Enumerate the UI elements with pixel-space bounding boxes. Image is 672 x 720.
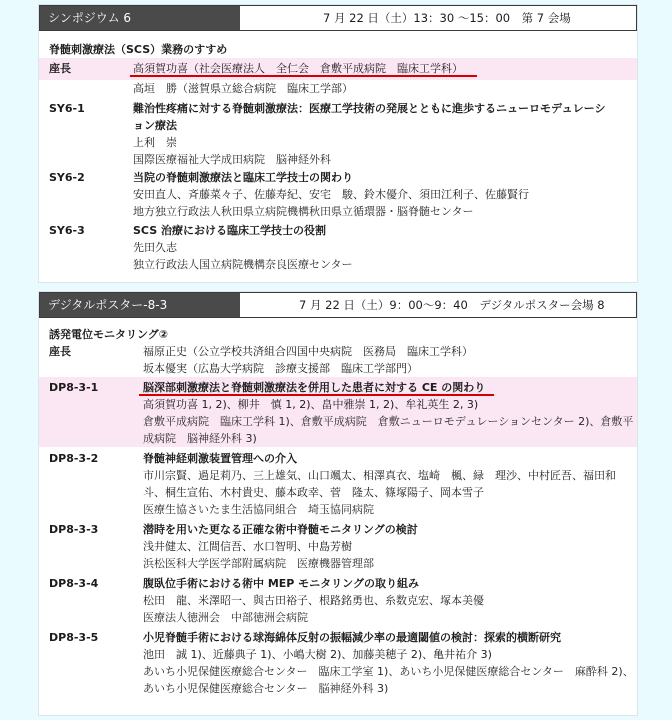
chair-underline: [130, 75, 477, 77]
item-affiliation: 医療法人徳洲会 中部徳洲会病院: [143, 611, 308, 624]
item-code: DP8-3-4: [49, 577, 99, 590]
item-code: DP8-3-5: [49, 631, 99, 644]
item-code: SY6-2: [49, 171, 85, 184]
chair-1: 高須賀功喜（社会医療法人 全仁会 倉敷平成病院 臨床工学科）: [133, 62, 463, 75]
item-authors-cont: 斗、桐生宣佑、木村貴史、藤本政幸、菅 隆太、篠塚陽子、岡本雪子: [143, 486, 484, 499]
item-title: 脊髄神経刺激装置管理への介入: [143, 452, 297, 465]
item-authors: 先田久志: [133, 241, 177, 254]
item-authors: 安田直人、斉藤菜々子、佐藤寿紀、安宅 駿、鈴木優介、須田江利子、佐藤賢行: [133, 188, 529, 201]
item-affiliation: あいち小児保健医療総合センター 臨床工学室 1)、あいち小児保健医療総合センター 麻酔科 2)、: [143, 665, 634, 678]
item-authors: 市川宗賢、過足莉乃、三上雄気、山口颯太、相澤真衣、塩崎 楓、緑 理沙、中村匠吾、福田和: [143, 469, 616, 482]
chair-label: 座長: [49, 62, 71, 75]
chair-2: 坂本優実（広島大学病院 診療支援部 臨床工学部門）: [143, 362, 418, 375]
item-title-cont: ョン療法: [133, 119, 177, 132]
item-authors: 上利 崇: [133, 136, 177, 149]
item-code: DP8-3-1: [49, 381, 99, 394]
item-title-underline: [139, 394, 494, 396]
item-title: 腹臥位手術における術中 MEP モニタリングの取り組み: [143, 577, 419, 590]
item-authors: 松田 龍、米澤昭一、與古田裕子、根路銘勇也、糸数克宏、塚本美優: [143, 594, 484, 607]
session-tag: デジタルポスター-8-3: [40, 293, 240, 317]
item-affiliation: 地方独立行政法人秋田県立病院機構秋田県立循環器・脳脊髄センター: [133, 205, 474, 218]
item-affiliation: 医療生協さいたま生活協同組合 埼玉協同病院: [143, 503, 374, 516]
chair-1: 福原正史（公立学校共済組合四国中央病院 医務局 臨床工学科）: [143, 345, 473, 358]
session-header: [39, 292, 637, 318]
item-authors: 高須賀功喜 1, 2)、柳井 慎 1, 2)、畠中雅崇 1, 2)、牟礼英生 2, 3): [143, 398, 479, 411]
digital-poster-8-3-panel: [38, 291, 638, 716]
item-title: 小児脊髄手術における球海綿体反射の振幅減少率の最適閾値の検討：探索的横断研究: [143, 631, 561, 644]
item-affiliation: 独立行政法人国立病院機構奈良医療センター: [133, 258, 353, 271]
item-affiliation: 浜松医科大学医学部附属病院 医療機器管理部: [143, 557, 374, 570]
chair-2: 高垣 勝（滋賀県立総合病院 臨床工学部）: [133, 82, 353, 95]
session-header: [39, 5, 637, 31]
item-affiliation: 倉敷平成病院 臨床工学科 1)、倉敷平成病院 倉敷ニューロモデュレーションセンター 2)、倉敷平: [143, 415, 634, 428]
item-code: SY6-3: [49, 224, 85, 237]
item-code: DP8-3-2: [49, 452, 99, 465]
session-title: 誘発電位モニタリング②: [49, 328, 169, 341]
item-affiliation-cont: あいち小児保健医療総合センター 脳神経外科 3): [143, 682, 389, 695]
session-time-venue: 7 月 22 日（土）13：30 〜15：00 第 7 会場: [323, 11, 571, 25]
item-authors: 池田 誠 1)、近藤典子 1)、小嶋大樹 2)、加藤美穂子 2)、亀井祐介 3): [143, 648, 492, 661]
item-code: SY6-1: [49, 102, 85, 115]
item-code: DP8-3-3: [49, 523, 99, 536]
item-title: 潜時を用いた更なる正確な術中脊髄モニタリングの検討: [143, 523, 418, 536]
session-title: 脊髄刺激療法（SCS）業務のすすめ: [49, 43, 228, 56]
item-affiliation-cont: 成病院 脳神経外科 3): [143, 432, 257, 445]
item-title: 脳深部刺激療法と脊髄刺激療法を併用した患者に対する CE の関わり: [143, 381, 486, 394]
item-title: 当院の脊髄刺激療法と臨床工学技士の関わり: [133, 171, 353, 184]
chair-label: 座長: [49, 345, 71, 358]
item-title: 難治性疼痛に対する脊髄刺激療法：医療工学技術の発展とともに進歩するニューロモデュレーシ: [133, 102, 606, 115]
item-authors: 浅井健太、江間信吾、水口智明、中島芳樹: [143, 540, 352, 553]
item-title: SCS 治療における臨床工学技士の役割: [133, 224, 326, 237]
session-tag: シンポジウム 6: [40, 6, 240, 30]
session-time-venue: 7 月 22 日（土）9：00〜9：40 デジタルポスター会場 8: [299, 298, 605, 312]
symposium-6-panel: [38, 4, 638, 283]
item-affiliation: 国際医療福祉大学成田病院 脳神経外科: [133, 153, 331, 166]
